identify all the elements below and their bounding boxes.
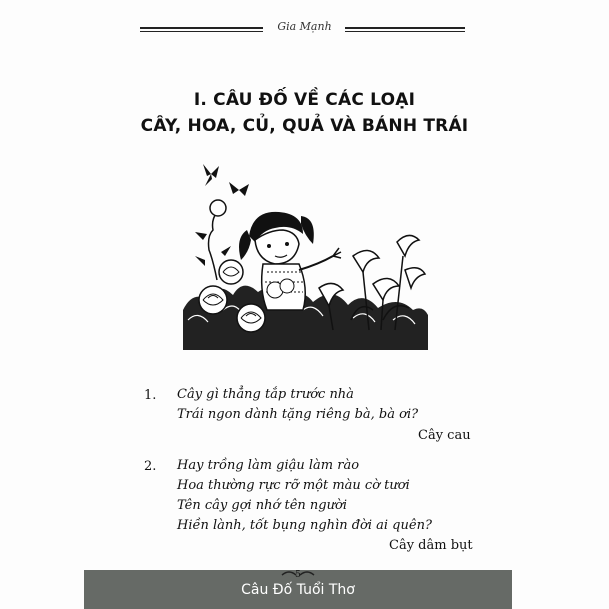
- header-rule-right: [345, 27, 465, 29]
- rose-icon: [199, 286, 227, 314]
- page-number: 5: [295, 570, 301, 580]
- riddle-2-line-1: Hay trồng làm giậu làm rào: [177, 458, 360, 473]
- riddle-1-line-2: Trái ngon dành tặng riêng bà, bà ơi?: [177, 407, 419, 422]
- footer-banner: [84, 570, 512, 609]
- running-header-author: Gia Mạnh: [277, 20, 332, 33]
- riddle-2-line-2: Hoa thường rực rỡ một màu cờ tươi: [177, 478, 410, 493]
- footer-book-title: Câu Đố Tuổi Thơ: [241, 582, 355, 598]
- butterfly-icon: [229, 182, 249, 196]
- girl-in-flower-garden-illustration: [183, 160, 428, 350]
- butterfly-icon: [203, 164, 219, 186]
- riddle-1-answer: Cây cau: [418, 428, 471, 443]
- chapter-title-line-1: I. CÂU ĐỐ VỀ CÁC LOẠI: [193, 90, 416, 110]
- rose-icon: [237, 304, 265, 332]
- riddle-2-line-4: Hiền lành, tốt bụng nghìn đời ai quên?: [177, 518, 432, 533]
- riddle-1-line-1: Cây gì thẳng tắp trước nhà: [177, 387, 354, 402]
- riddle-number: 2.: [144, 459, 157, 474]
- rose-icon: [219, 260, 243, 284]
- chapter-title-line-2: CÂY, HOA, CỦ, QUẢ VÀ BÁNH TRÁI: [140, 116, 469, 136]
- header-rule-right-thin: [345, 31, 465, 32]
- riddle-2-line-3: Tên cây gợi nhớ tên người: [177, 498, 347, 513]
- riddle-2-answer: Cây dâm bụt: [389, 538, 473, 553]
- riddle-number: 1.: [144, 388, 157, 403]
